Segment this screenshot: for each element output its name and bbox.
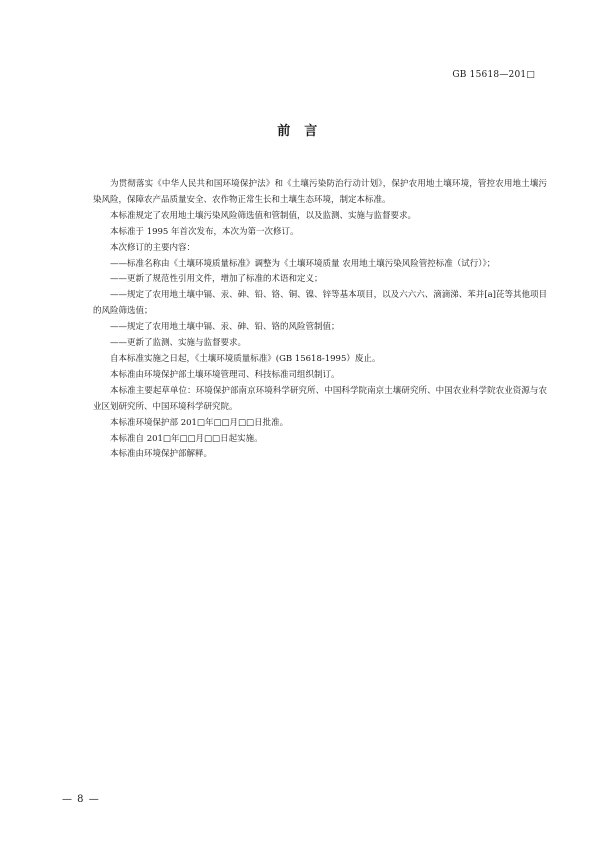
paragraph-drafting-units: 本标准主要起草单位：环境保护部南京环境科学研究所、中国科学院南京土壤研究所、中国农业科学院农业资源与农业区划研究所、中国环境科学研究院。 xyxy=(93,385,547,412)
paragraph-revision-intro: 本次修订的主要内容： xyxy=(110,242,196,253)
revision-item-title: ——标准名称由《土壤环境质量标准》调整为《土壤环境质量 农用地土壤污染风险管控标准（试行）》； xyxy=(110,258,496,269)
revision-item-screening-values: ——规定了农用地土壤中镉、汞、砷、铅、铬、铜、镍、锌等基本项目，以及六六六、滴滴涕、苯并[a]芘等其他项目的风险筛选值； xyxy=(93,290,547,317)
revision-item-references: ——更新了规范性引用文件，增加了标准的术语和定义； xyxy=(110,274,323,285)
standard-code: GB 15618—201□ xyxy=(452,70,535,80)
paragraph-approval: 本标准环境保护部 201□年□□月□□日批准。 xyxy=(110,417,289,428)
revision-item-monitoring: ——更新了监测、实施与监督要求。 xyxy=(110,338,247,349)
foreword-body xyxy=(93,177,547,463)
paragraph-purpose: 为贯彻落实《中华人民共和国环境保护法》和《土壤污染防治行动计划》，保护农用地土壤环境，管控农用地土壤污染风险，保障农产品质量安全、农作物正常生长和土壤生态环境，制定本标准。 xyxy=(93,179,547,205)
revision-item-intervention-values: ——规定了农用地土壤中镉、汞、砷、铅、铬的风险管制值； xyxy=(110,322,340,333)
paragraph-abolition: 自本标准实施之日起，《土壤环境质量标准》(GB 15618-1995）废止。 xyxy=(110,353,381,364)
paragraph-scope: 本标准规定了农用地土壤污染风险筛选值和管制值，以及监测、实施与监督要求。 xyxy=(110,210,417,221)
paragraph-history: 本标准于 1995 年首次发布，本次为第一次修订。 xyxy=(110,226,299,237)
paragraph-implementation: 本标准自 201□年□□月□□日起实施。 xyxy=(110,433,263,444)
paragraph-organizer: 本标准由环境保护部土壤环境管理司、科技标准司组织制订。 xyxy=(110,369,340,380)
page-title: 前 言 xyxy=(277,124,318,139)
paragraph-interpretation: 本标准由环境保护部解释。 xyxy=(110,449,213,460)
page-number: — 8 — xyxy=(62,794,100,805)
